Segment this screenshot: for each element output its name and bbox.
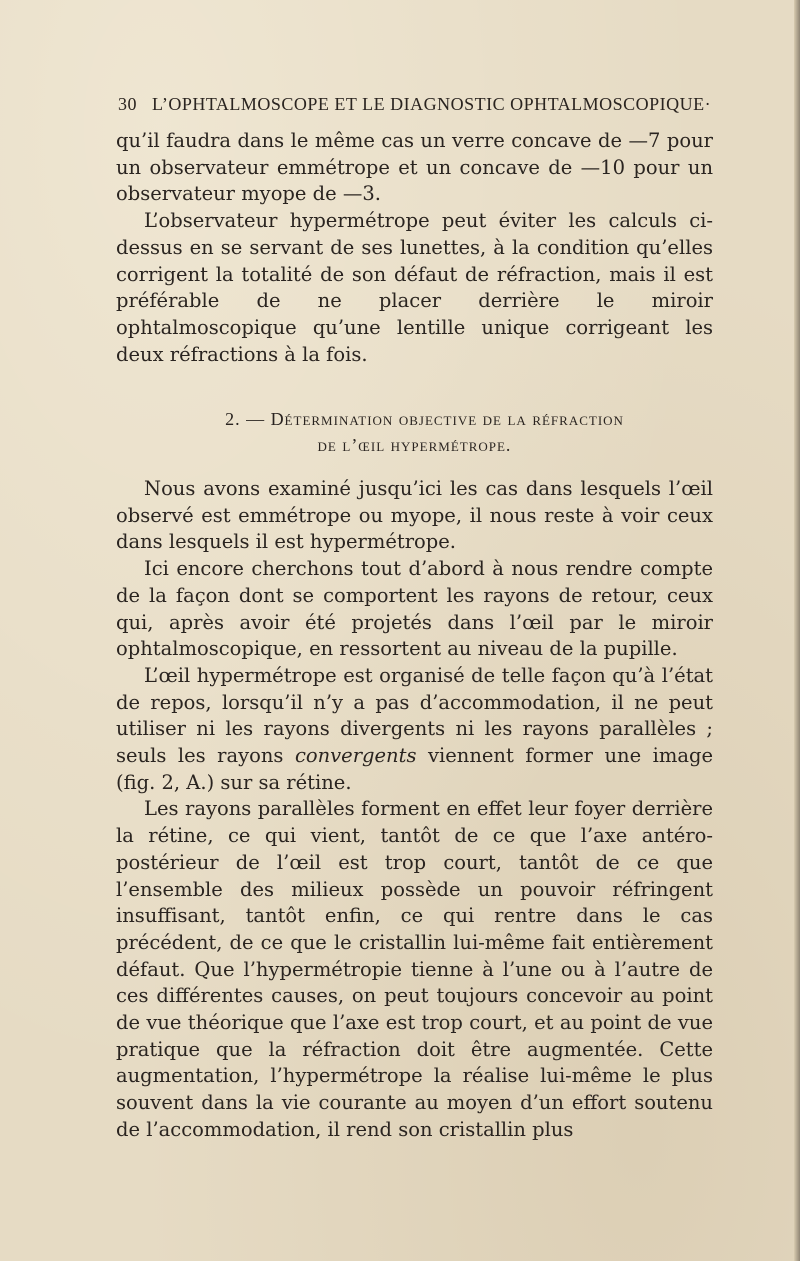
paragraph-return-rays: Ici encore cherchons tout d’abord à nous rendre compte de la façon dont se comportent les rayons de retour, ceux qui, après avoir été projetés dans l’œil par le miroir ophtalmoscopique, en ressortent au niveau de la pupille. [116, 557, 713, 661]
paragraph-continuation: qu’il faudra dans le même cas un verre concave de —7 pour un observateur emmétrope et un concave de —10 pour un observateur myope de —3. [116, 129, 713, 206]
running-title: L’OPHTALMOSCOPE ET LE DIAGNOSTIC OPHTALMOSCOPIQUE· [152, 94, 712, 114]
page-number: 30 [118, 94, 137, 114]
section-heading-line-2: de l’œil hypermétrope. [317, 435, 512, 455]
paragraph-hypermetropic-eye [116, 663, 713, 797]
paragraph-text-part: viennent former une image (fig. 2, A.) sur sa rétine. [116, 744, 714, 794]
section-heading-line-1: 2. — Détermination objective de la réfraction [225, 409, 624, 429]
text-block-before-section [116, 128, 713, 368]
running-header [118, 94, 730, 115]
section-heading [116, 406, 713, 458]
text-block-after-section [116, 476, 713, 1144]
paragraph-text-part: L’œil hypermétrope est organisé de telle façon qu’à l’état de repos, lorsqu’il n’y a pas d’accommodation, il ne peut utiliser ni les rayons divergents ni les rayons parallèles ; seuls les rayons [116, 663, 713, 768]
paragraph-parallel-rays: Les rayons parallèles forment en effet leur foyer derrière la rétine, ce qui vient, tantôt de ce que l’axe antéro-postérieur de l’œil est trop court, tantôt de ce que l’ensemble des milieux possède un pouvoir réfringent insuffisant, tantôt enfin, ce qui rentre dans le cas précédent, de ce que le cristallin lui-même fait entièrement défaut. Que l’hypermétropie tienne à l’une ou à l’autre de ces différentes causes, on peut toujours concevoir au point de vue théorique que l’axe est trop court, et au point de vue pratique que la réfraction doit être augmentée. Cette augmentation, l’hypermétrope la réalise lui-même le plus souvent dans la vie courante au moyen d’un effort soutenu de l’accommodation, il rend son cristallin plus [116, 797, 713, 1141]
paragraph-observer-hypermetrope: L’observateur hypermétrope peut éviter les calculs ci-dessus en se servant de ses lunettes, à la condition qu’elles corrigent la totalité de son défaut de réfraction, mais il est préférable de ne placer derrière le miroir ophtalmoscopique qu’une lentille unique corrigeant les deux réfractions à la fois. [116, 209, 713, 366]
page-edge-shadow [794, 0, 800, 1261]
paragraph-intro: Nous avons examiné jusqu’ici les cas dans lesquels l’œil observé est emmétrope ou myope, il nous reste à voir ceux dans lesquels il est hypermétrope. [116, 477, 713, 554]
italic-term: convergents [294, 744, 417, 768]
